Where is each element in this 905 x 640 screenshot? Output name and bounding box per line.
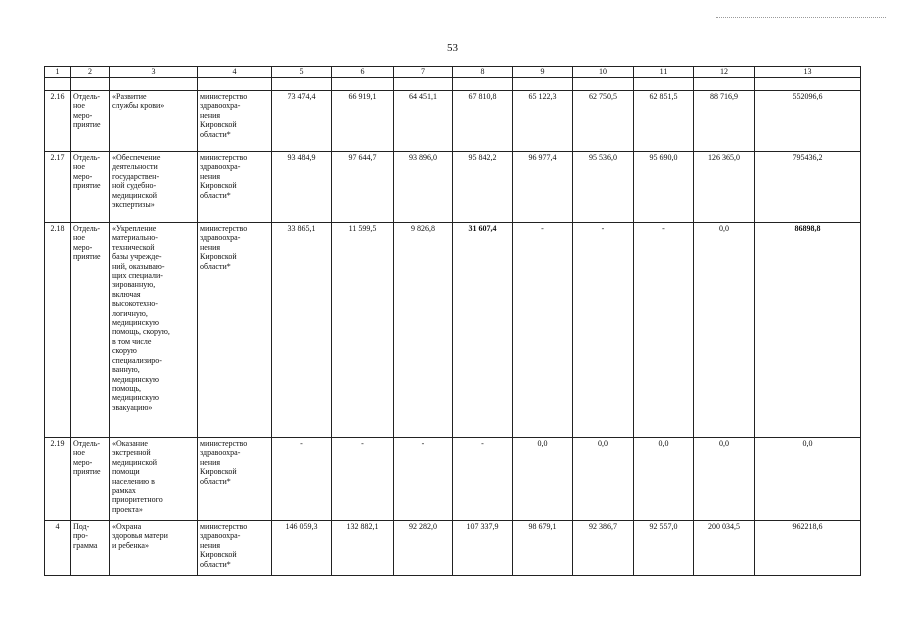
value-cell: 795436,2 <box>755 152 861 223</box>
header-cell: 6 <box>332 67 394 78</box>
table-row <box>45 223 861 438</box>
value-cell: 62 750,5 <box>573 91 634 152</box>
row-name: «Развитие службы крови» <box>110 91 198 152</box>
row-executor: министерство здравоохра- нения Кировской области* <box>198 438 272 521</box>
header-cell: 8 <box>453 67 513 78</box>
value-cell: 97 644,7 <box>332 152 394 223</box>
value-cell: 0,0 <box>573 438 634 521</box>
row-executor: министерство здравоохра- нения Кировской области* <box>198 521 272 576</box>
row-executor: министерство здравоохра- нения Кировской области* <box>198 223 272 438</box>
row-type: Под- про- грамма <box>71 521 110 576</box>
row-type: Отдель- ное меро- приятие <box>71 223 110 438</box>
value-cell: 73 474,4 <box>272 91 332 152</box>
value-cell: 92 557,0 <box>634 521 694 576</box>
header-cell: 13 <box>755 67 861 78</box>
table-row <box>45 91 861 152</box>
header-cell: 5 <box>272 67 332 78</box>
value-cell: 200 034,5 <box>694 521 755 576</box>
scan-artifact <box>716 17 886 19</box>
value-cell: 92 282,0 <box>394 521 453 576</box>
row-type: Отдель- ное меро- приятие <box>71 152 110 223</box>
value-cell: - <box>272 438 332 521</box>
header-cell: 7 <box>394 67 453 78</box>
value-cell: 93 484,9 <box>272 152 332 223</box>
value-cell: 95 690,0 <box>634 152 694 223</box>
value-cell: 0,0 <box>634 438 694 521</box>
value-cell: 33 865,1 <box>272 223 332 438</box>
row-name: «Оказание экстренной медицинской помощи населению в рамках приоритетного проекта» <box>110 438 198 521</box>
value-cell: - <box>394 438 453 521</box>
header-cell: 1 <box>45 67 71 78</box>
row-name: «Обеспечение деятельности государствен- ной судебно- медицинской экспертизы» <box>110 152 198 223</box>
header-cell: 10 <box>573 67 634 78</box>
row-type: Отдель- ное меро- приятие <box>71 438 110 521</box>
table-row <box>45 438 861 521</box>
value-cell: 93 896,0 <box>394 152 453 223</box>
value-cell: - <box>513 223 573 438</box>
header-cell: 12 <box>694 67 755 78</box>
value-cell: 0,0 <box>694 223 755 438</box>
value-cell: 66 919,1 <box>332 91 394 152</box>
value-cell: 552096,6 <box>755 91 861 152</box>
row-number: 2.18 <box>45 223 71 438</box>
value-cell: 96 977,4 <box>513 152 573 223</box>
value-cell: - <box>453 438 513 521</box>
row-number: 2.16 <box>45 91 71 152</box>
value-cell: 65 122,3 <box>513 91 573 152</box>
value-cell: 0,0 <box>694 438 755 521</box>
value-cell: - <box>634 223 694 438</box>
value-cell: 132 882,1 <box>332 521 394 576</box>
value-cell: 0,0 <box>755 438 861 521</box>
value-cell: 64 451,1 <box>394 91 453 152</box>
value-cell: 92 386,7 <box>573 521 634 576</box>
header-cell: 4 <box>198 67 272 78</box>
value-cell: 9 826,8 <box>394 223 453 438</box>
header-row <box>45 67 861 78</box>
value-cell: 11 599,5 <box>332 223 394 438</box>
spacer-row <box>45 78 861 91</box>
row-executor: министерство здравоохра- нения Кировской области* <box>198 91 272 152</box>
value-cell: 98 679,1 <box>513 521 573 576</box>
row-number: 2.19 <box>45 438 71 521</box>
row-number: 2.17 <box>45 152 71 223</box>
value-cell: 67 810,8 <box>453 91 513 152</box>
value-cell: 62 851,5 <box>634 91 694 152</box>
value-cell: 95 536,0 <box>573 152 634 223</box>
row-name: «Охрана здоровья матери и ребенка» <box>110 521 198 576</box>
row-name: «Укрепление материально- технической базы учрежде- ний, оказываю- щих специали- зированную, включая высокотехно- логичную, медицинскую помощь, скорую, в том числе скорую специализиро- ванную, медицинскую помощь, медицинскую эвакуацию» <box>110 223 198 438</box>
row-executor: министерство здравоохра- нения Кировской области* <box>198 152 272 223</box>
page-number: 53 <box>447 42 458 54</box>
row-number: 4 <box>45 521 71 576</box>
table-row <box>45 521 861 576</box>
value-cell: - <box>332 438 394 521</box>
value-cell: 107 337,9 <box>453 521 513 576</box>
value-cell: 146 059,3 <box>272 521 332 576</box>
budget-table <box>44 66 861 576</box>
table-row <box>45 152 861 223</box>
value-cell: 962218,6 <box>755 521 861 576</box>
value-cell: 31 607,4 <box>453 223 513 438</box>
value-cell: 0,0 <box>513 438 573 521</box>
value-cell: 95 842,2 <box>453 152 513 223</box>
header-cell: 11 <box>634 67 694 78</box>
value-cell: - <box>573 223 634 438</box>
value-cell: 86898,8 <box>755 223 861 438</box>
header-cell: 9 <box>513 67 573 78</box>
table-body <box>45 67 861 576</box>
header-cell: 3 <box>110 67 198 78</box>
value-cell: 126 365,0 <box>694 152 755 223</box>
value-cell: 88 716,9 <box>694 91 755 152</box>
header-cell: 2 <box>71 67 110 78</box>
row-type: Отдель- ное меро- приятие <box>71 91 110 152</box>
